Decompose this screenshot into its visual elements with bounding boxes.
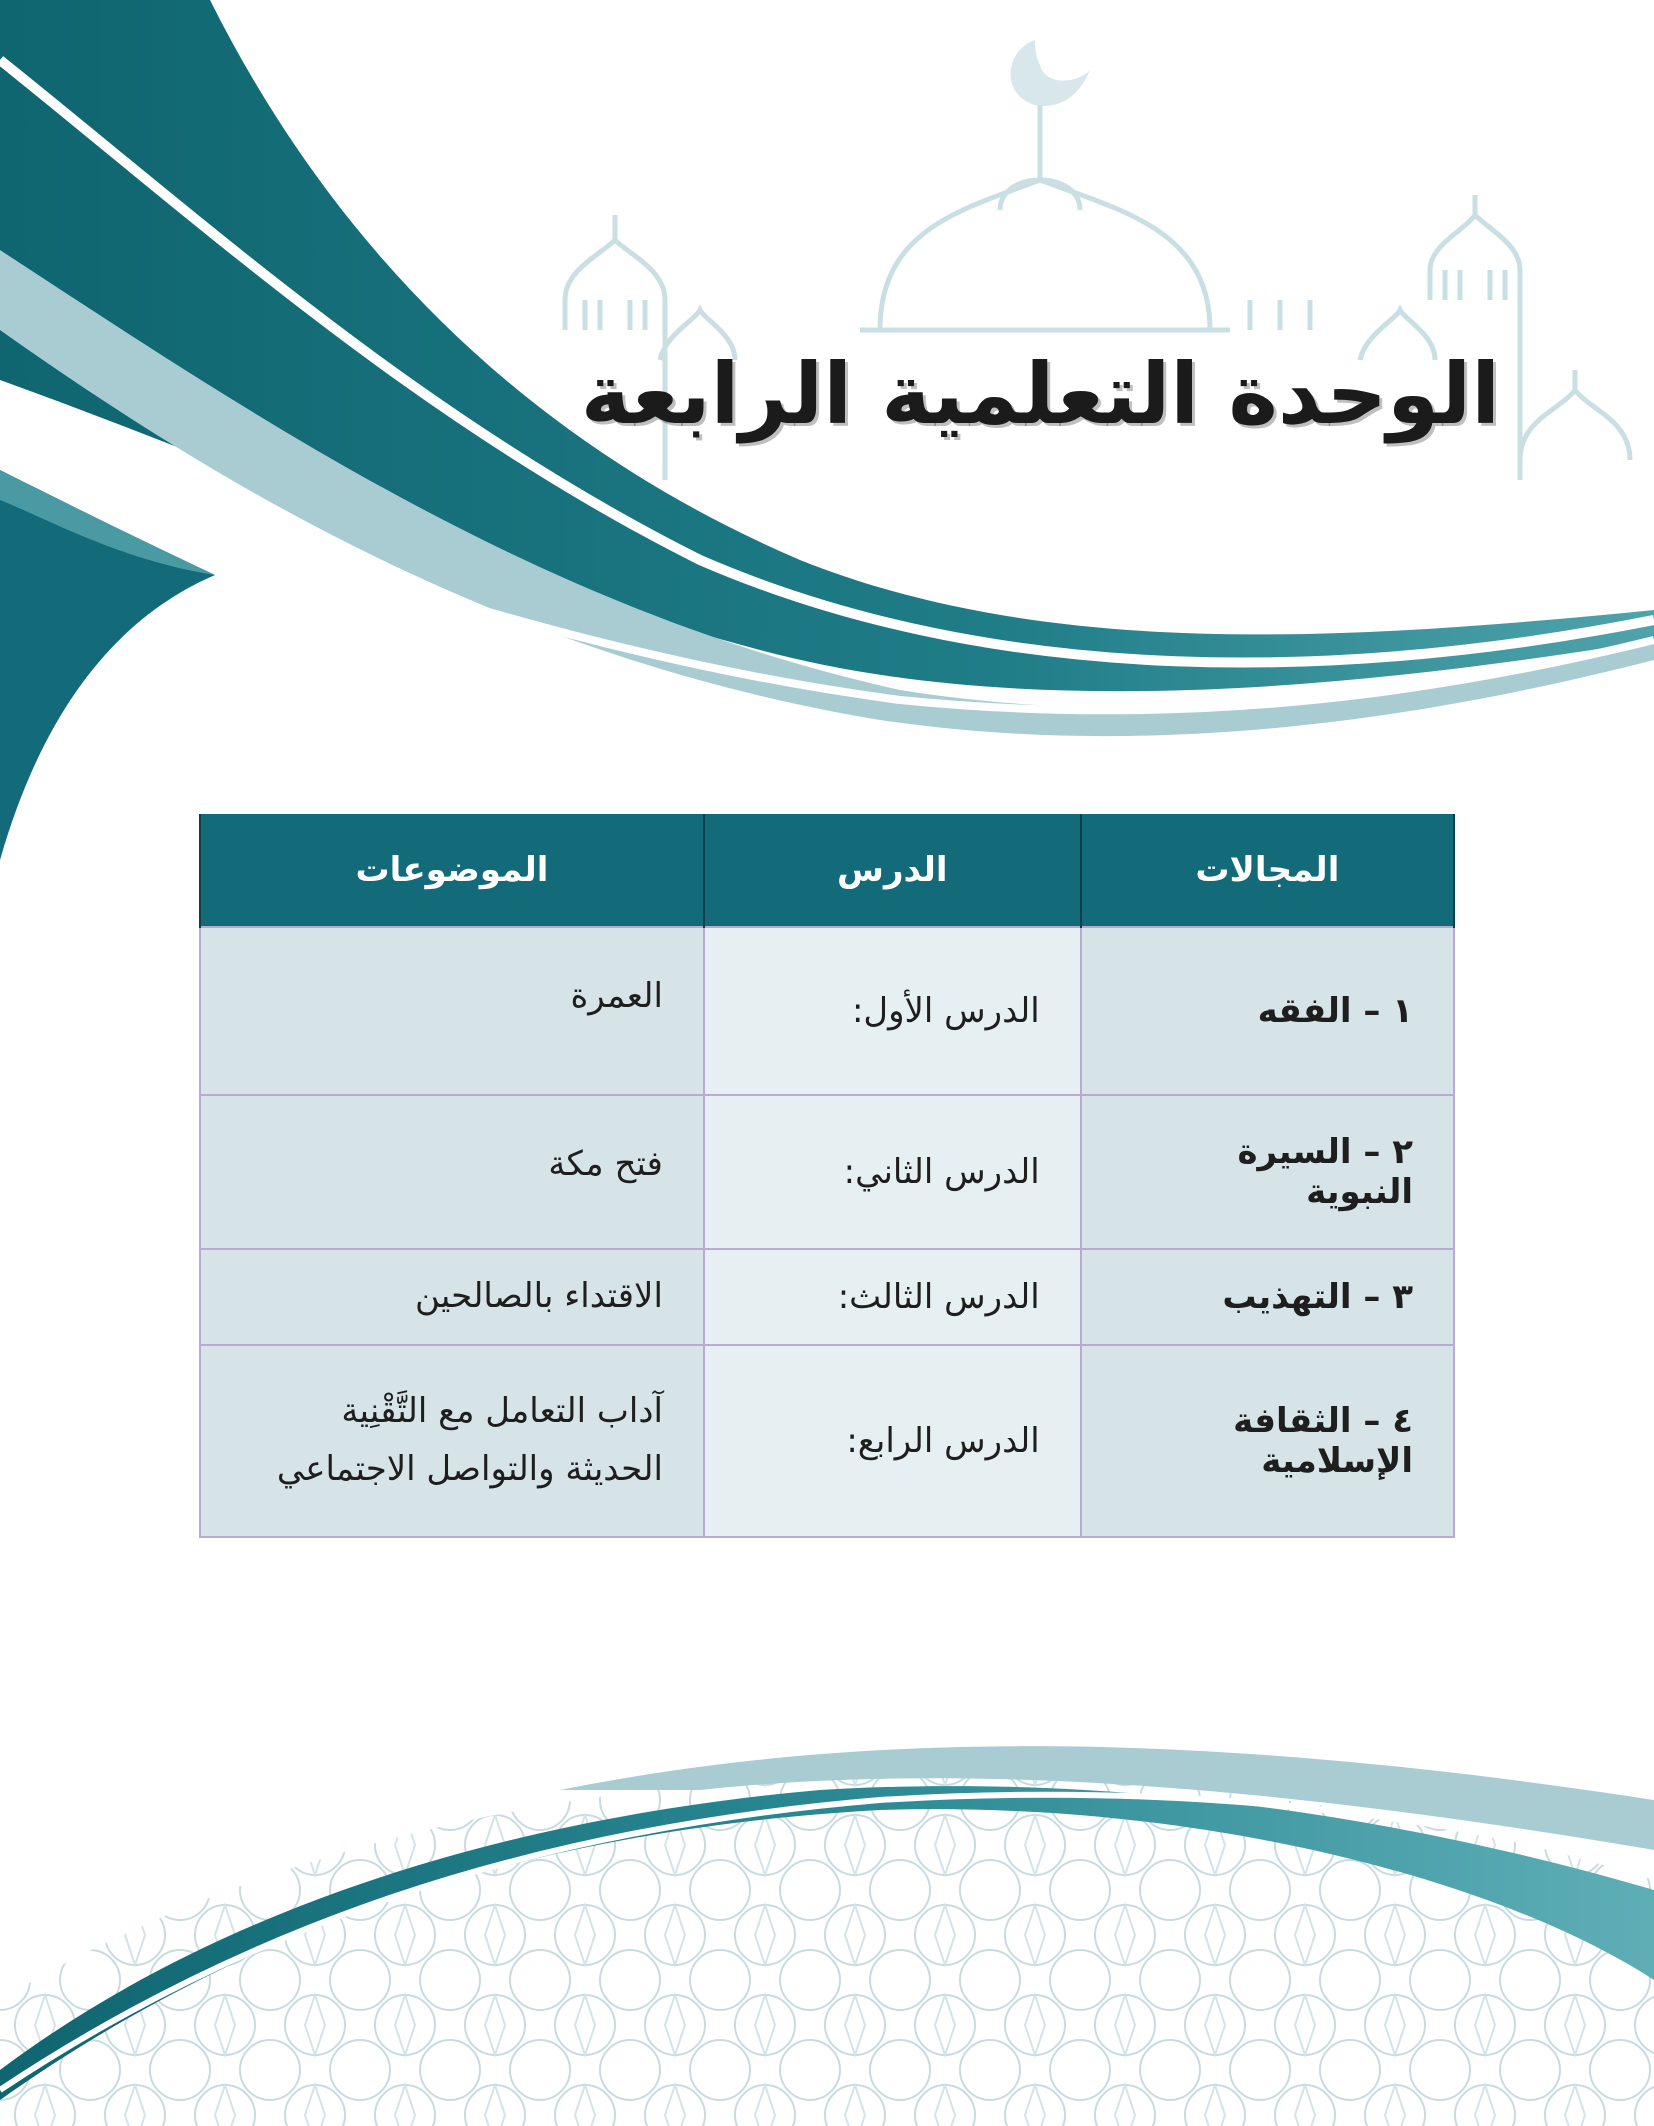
domain-cell: ٣ – التهذيب	[1081, 1249, 1454, 1345]
table-header-row	[200, 814, 1454, 927]
domain-cell: ١ – الفقه	[1081, 927, 1454, 1095]
lesson-cell: الدرس الرابع:	[704, 1345, 1081, 1537]
page-title: الوحدة التعلمية الرابعة	[580, 345, 1500, 443]
domain-cell: ٢ – السيرة النبوية	[1081, 1095, 1454, 1249]
lesson-cell: الدرس الأول:	[704, 927, 1081, 1095]
topic-cell: فتح مكة	[200, 1095, 704, 1249]
bottom-wave-decoration	[0, 1746, 1654, 2126]
header-lesson: الدرس	[704, 814, 1081, 927]
lesson-cell: الدرس الثاني:	[704, 1095, 1081, 1249]
table-row	[200, 1345, 1454, 1537]
crescent-moon-icon	[1011, 40, 1090, 106]
table-row	[200, 1095, 1454, 1249]
table-row	[200, 1249, 1454, 1345]
domain-cell: ٤ – الثقافة الإسلامية	[1081, 1345, 1454, 1537]
topic-cell: الاقتداء بالصالحين	[200, 1249, 704, 1345]
table-row	[200, 927, 1454, 1095]
header-topics: الموضوعات	[200, 814, 704, 927]
header-domains: المجالات	[1081, 814, 1454, 927]
unit-lessons-table	[199, 814, 1455, 1538]
topic-cell: العمرة	[200, 927, 704, 1095]
topic-cell: آداب التعامل مع التَّقْنِية الحديثة والتواصل الاجتماعي	[200, 1345, 704, 1537]
lesson-cell: الدرس الثالث:	[704, 1249, 1081, 1345]
